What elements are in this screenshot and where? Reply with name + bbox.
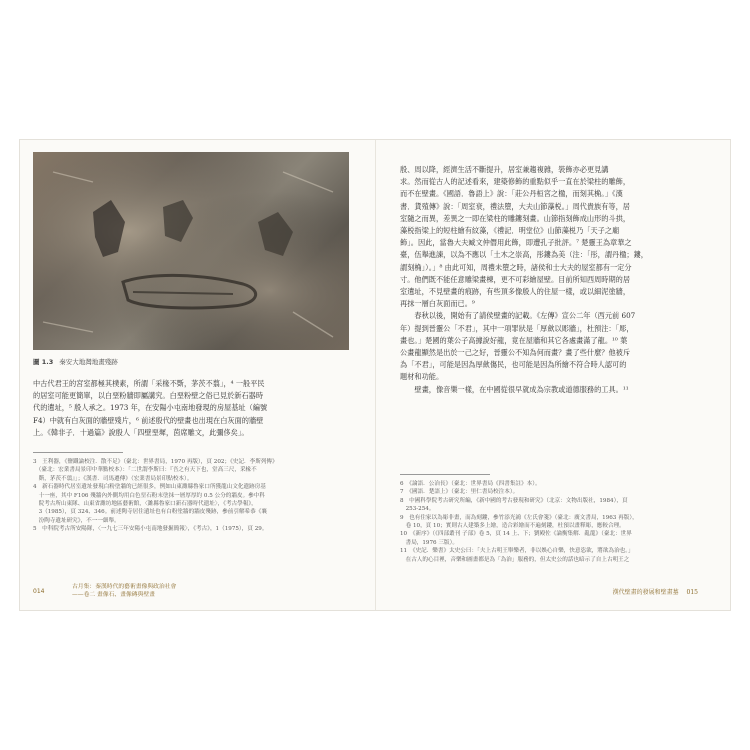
body-line: 中古代君王的宮室都極其樸素，所謂「采椽不斲，茅茨不翦」，⁴ 一般平民 [33,379,265,388]
body-line: 畫也。」楚國的葉公子高據說好龍，竟在屋牆和其它各處畫滿了龍。¹⁰ 葉 [400,335,628,345]
footnote-line: 9 也有住家以為彫非畫，而為刻鏤，參竹添光鴻《左氏會箋》（臺北：廣文書局，1963 再版）， [400,514,638,521]
footnote-line: 7 《國語．楚語上》（臺北：里仁書局校注本）。 [400,489,519,496]
figure-title: 秦安大地灣地畫殘跡 [59,358,118,366]
body-line: 殷、周以降，經濟生活不斷提升，居室兼趨複雜，裝飾亦必更見講 [400,165,609,174]
body-line: 求。然而從古人的記述看來，建築修飾的重點似乎一直在於梁柱的雕飾， [400,177,631,187]
body-line: 飾」。因此，當魯大夫臧文仲僭用此飾，即遭孔子批評。⁷ 楚靈王為章華之 [400,238,632,248]
body-line: 年）提到晉靈公「不君」，其中一項罪狀是「厚歛以彫牆」，杜預注：「彫， [400,323,634,333]
running-head-right [613,587,698,596]
footnote-line: 11 《史記．樂書》太史公曰：「夫上古明王舉樂者，非以娛心自樂，快意恣欲，將欲為治也。」 [400,548,634,555]
body-line: 室遺址，不見壁畫的痕跡，有些頂多像殷人的住屋一樣，或以細泥塗牆， [400,287,631,297]
footnote-line: 十一座，其中 F106 殘牆內外側均用白色堊石粉末塗抹一層厚厚約 0.5 公分的牆皮。參中科 [33,492,265,499]
footnote-line: 253-254。 [400,506,435,513]
body-line: 壁畫，像音樂一樣，在中國從很早就成為宗教或道德服務的工具。¹¹ [400,384,629,394]
footnote-line: 3 王利器，《鹽鐵論校注．散不足》（臺北：世界書局，1970 再版），頁 202；《史記．李斯列傳》 [33,459,278,465]
body-line: 為「不君」，可能是因為厚歛傷民，也可能是因為所繪不符合時人認可的 [400,360,627,370]
running-head-left [72,583,176,599]
footnote-line: 5 中科院考古所安陽隊，〈一九七三年安陽小屯南地發掘簡報〉，《考古》，1（1975），頁 29。 [33,526,268,533]
body-line: 藻棁指梁上的短柱繪有紋藻，《禮記．明堂位》山節藻棁乃「天子之廟 [400,226,620,236]
footnote-line: 卷 10，頁 10；實則古人建築多上繪，造合彩繪而不遍刻鏤，杜預以畫釋彫，應較合理。 [400,523,625,530]
body-line: F4）中就有白灰面的牆壁殘片，⁶ 前述殷代的壁畫也出現在白灰面的牆壁 [33,415,264,425]
body-line: 代的遺址，⁵ 殷人承之。1973 年，在安陽小屯南地發現的房屋基址（編號 [33,403,268,413]
footnote-rule [33,452,123,453]
figure-photo [33,152,349,350]
running-head-text: 漢代壁畫的發展和壁畫墓 [612,589,679,596]
figure-label: 圖 1.3 [33,358,54,366]
footnote-line: 院考古所山東隊、山東省濰坊地區藝術館，〈濰縣魯家口新石器時代遺址〉，《考古學報》， [33,501,257,508]
body-line: 而不在壁畫。《國語．魯語上》說：「莊公丹桓宮之楹，而刻其桷。」《漢 [400,189,623,199]
footnote-line: 汾陶寺遺址研究》，不一一細舉。 [33,517,120,524]
footnote-line: 8 中國科學院考古研究所編，《新中國的考古發現和研究》（北京：文物出版社，1984），頁 [400,497,628,504]
figure-caption [33,357,118,366]
page-number-left: 014 [33,588,45,595]
body-line: 上。《韓非子．十過篇》說殷人「四壁堊墀，茵席雕文，此彌侈矣」。 [33,427,249,437]
running-head-line: ——卷二 畫像石、畫像磚與壁畫 [72,592,155,598]
body-line: 題材和功能。 [400,372,444,382]
footnote-line: 在古人的心目裡，音樂和圖畫都是為「為治」服務的，但太史公的話也暗示了自上古明王之 [400,556,630,563]
footnote-rule [400,474,490,475]
body-line: 再抹一層白灰面而已。⁹ [400,299,475,309]
left-body-text [33,378,349,439]
body-line: 寸。他們既不能任意雕梁畫棟，更不可彩繪屋壁。目前所知西周時期的居 [400,274,631,284]
footnote-line: 3（1985），頁 324、346。前述陶寺居住遺址也有白粉塗牆的牆皮殘跡，參前引解希恭《襄 [33,509,267,516]
footnote-line: 4 新石器時代居室遺址發現白粉塗牆的已經很多，例如山東濰縣魯家口所獲龍山文化遺跡房基 [33,484,266,491]
body-line: 公畫龍顯然是出於一己之好，晉靈公不知為何而畫？畫了些什麼？他被斥 [400,348,631,358]
page-number-right: 015 [686,589,698,596]
body-line: 謂刻桷」）。」⁸ 由此可知，周禮未墮之時，諸侯和士大夫的屋室都有一定分 [400,262,632,272]
body-line: 室隨之而異，差異之一即在梁柱的雕鏤刻畫。山節指刻飾成山形的斗拱， [400,213,631,223]
body-line: 的居室可能更簡單，以白堊粉牆即屬講究。白堊粉壁之俗已見於新石器時 [33,391,264,401]
footnote-line: 斲，茅茨不翦』」；《漢書．司馬遷傳》（宏業書局景印點校本）。 [33,475,193,482]
right-body-text [400,164,718,396]
footnote-line: 6 《論語．公冶長》（臺北：世界書局《四書集註》本）。 [400,481,541,487]
footnote-line: 10 《新序》（《四部叢刊 子部》卷 5，頁 14 上、下；劉殿佐《論衡集解．亂龍》（臺北：世界 [400,531,632,538]
running-head-line: 古月集：秦漢時代的藝術畫像與政治社會 [72,584,177,590]
right-footnotes [400,480,718,564]
footnote-line: 書局，1976 三版）。 [400,539,458,546]
left-footnotes [33,458,349,534]
body-line: 春秋以後，開始有了請侯壁畫的記載。《左傳》宣公二年（西元前 607 [400,311,636,321]
body-line: 書．貨殖傳》說：「周室衰，禮法墮，大夫山節藻棁。」周代貴族有等，居 [400,201,630,211]
gutter [375,140,376,610]
footnote-line: （臺北：宏業書局景印中華點校本）：「二世謂李斯曰：『吾之有天下也，堂高三尺，采椽不 [33,467,257,474]
body-line: 臺，伍舉進諫，以為不應以「土木之崇高，彤鏤為美（注：「彤，謂丹楹；鏤， [400,250,648,260]
